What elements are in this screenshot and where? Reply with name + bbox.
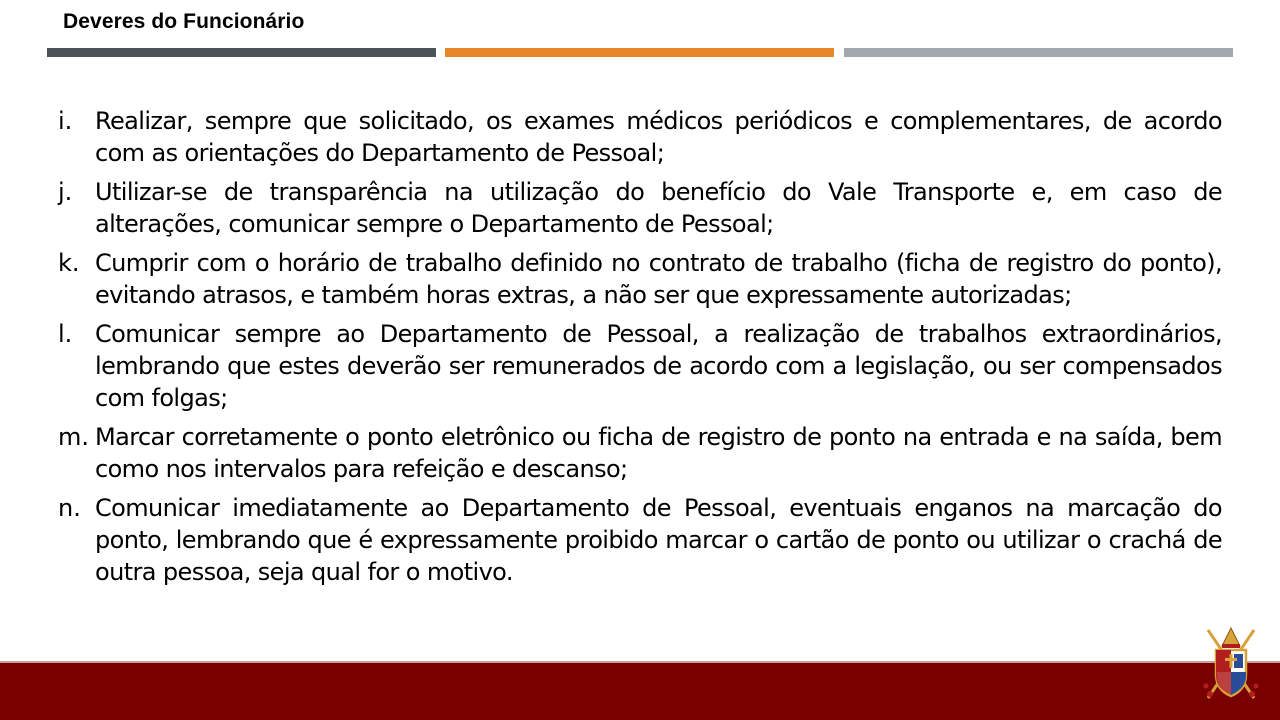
list-item-text: Cumprir com o horário de trabalho definido no contrato de trabalho (ficha de registro do ponto), evitando atrasos, e também horas extras, a não ser que expressamente autorizadas;	[95, 249, 1222, 309]
header-bar-dark	[47, 48, 436, 57]
list-item-text: Utilizar-se de transparência na utilização do benefício do Vale Transporte e, em caso de alterações, comunicar sempre o Departamento de Pessoal;	[95, 178, 1222, 238]
header-bar-gray	[844, 48, 1233, 57]
list-item	[0, 492, 1280, 588]
list-item-text: Comunicar sempre ao Departamento de Pessoal, a realização de trabalhos extraordinários, lembrando que estes deverão ser remunerados de acordo com a legislação, ou ser compensados com folgas;	[95, 320, 1222, 412]
coat-of-arms-icon	[1200, 624, 1262, 706]
list-marker: m.	[58, 423, 90, 451]
list-marker: j.	[58, 178, 73, 206]
list-item-text: Marcar corretamente o ponto eletrônico ou ficha de registro de ponto na entrada e na saída, bem como nos intervalos para refeição e descanso;	[95, 423, 1222, 483]
list-marker: i.	[58, 107, 73, 135]
list-item	[0, 176, 1280, 240]
duties-list	[0, 105, 1280, 595]
list-item	[0, 318, 1280, 414]
list-item-text: Realizar, sempre que solicitado, os exames médicos periódicos e complementares, de acordo com as orientações do Departamento de Pessoal;	[95, 107, 1222, 167]
header-bar-orange	[445, 48, 834, 57]
list-item	[0, 421, 1280, 485]
list-marker: l.	[58, 320, 73, 348]
list-item	[0, 105, 1280, 169]
list-item	[0, 247, 1280, 311]
footer-band	[0, 663, 1280, 720]
list-marker: n.	[58, 494, 81, 522]
slide-title: Deveres do Funcionário	[63, 10, 305, 33]
list-item-text: Comunicar imediatamente ao Departamento de Pessoal, eventuais enganos na marcação do ponto, lembrando que é expressamente proibido marcar o cartão de ponto ou utilizar o crachá de outra pessoa, seja qual for o motivo.	[95, 494, 1222, 586]
list-marker: k.	[58, 249, 80, 277]
